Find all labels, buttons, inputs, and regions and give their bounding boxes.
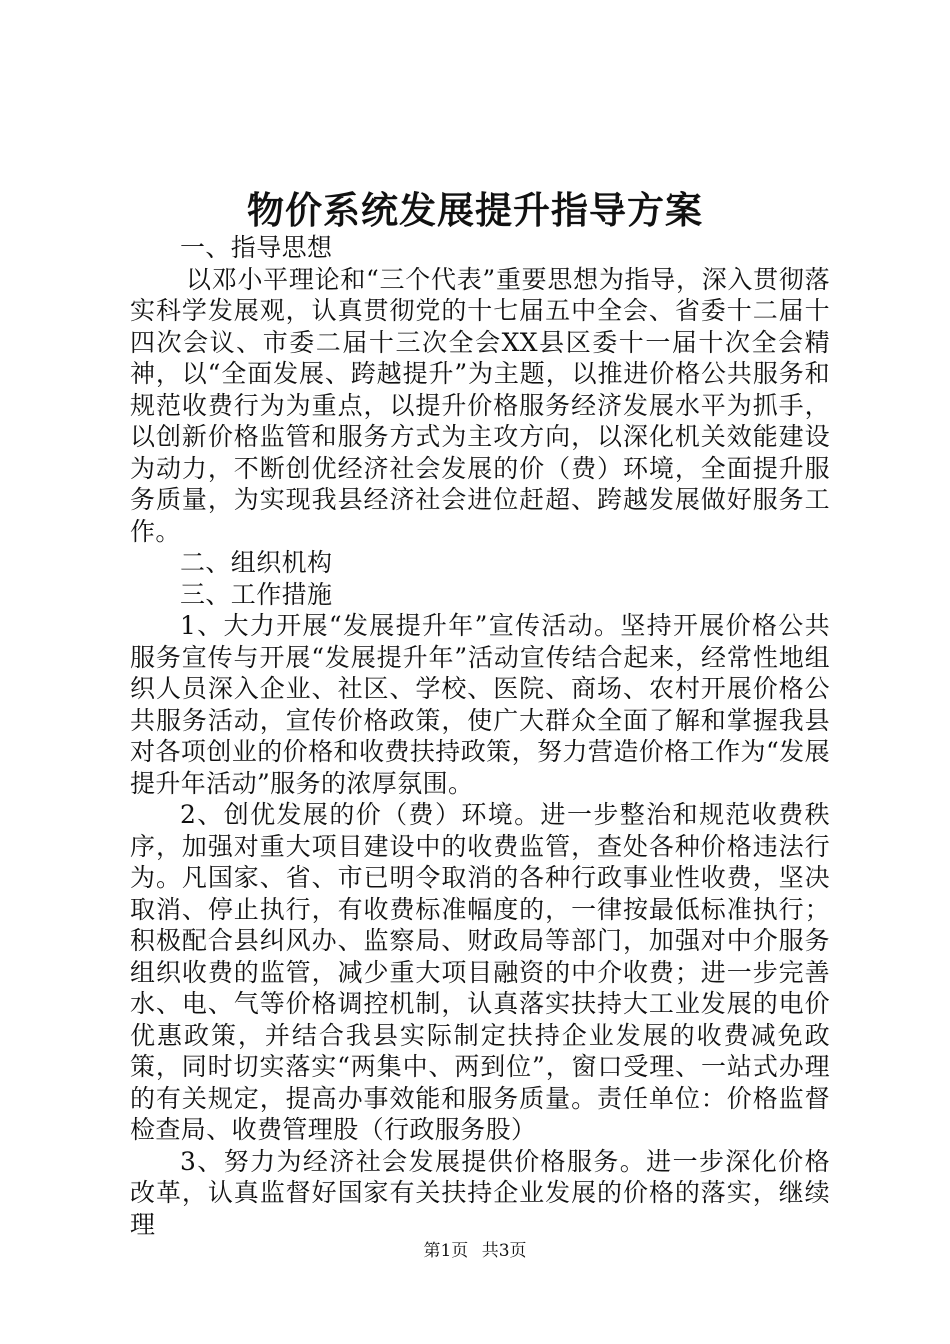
document-title: 物价系统发展提升指导方案 <box>247 188 703 232</box>
paragraph-measure-2: 2、创优发展的价（费）环境。进一步整治和规范收费秩序，加强对重大项目建设中的收费监管，查处各种价格违法行为。凡国家、省、市已明令取消的各种行政事业性收费，坚决取消、停止执行，有收费标准幅度的，一律按最低标准执行；积极配合县纠风办、监察局、财政局等部门，加强对中介服务组织收费的监管，减少重大项目融资的中介收费；进一步完善水、电、气等价格调控机制，认真落实扶持大工业发展的电价优惠政策，并结合我县实际制定扶持企业发展的收费减免政策，同时切实落实“两集中、两到位”，窗口受理、一站式办理的有关规定，提高办事效能和服务质量。责任单位：价格监督检查局、收费管理股（行政服务股） <box>130 800 830 1144</box>
page-footer <box>0 1240 950 1262</box>
paragraph-measure-3: 3、努力为经济社会发展提供价格服务。进一步深化价格改革，认真监督好国家有关扶持企业发展的价格的落实，继续理 <box>130 1146 830 1239</box>
section-heading-measures: 三、工作措施 <box>180 579 333 609</box>
section-heading-guiding-thought: 一、指导思想 <box>180 233 333 262</box>
paragraph-guiding-thought: 以邓小平理论和“三个代表”重要思想为指导，深入贯彻落实科学发展观，认真贯彻党的十七届五中全会、省委十二届十四次会议、市委二届十三次全会XX县区委十一届十次全会精神，以“全面发展、跨越提升”为主题，以推进价格公共服务和规范收费行为为重点，以提升价格服务经济发展水平为抓手，以创新价格监管和服务方式为主攻方向，以深化机关效能建设为动力，不断创优经济社会发展的价（费）环境，全面提升服务质量，为实现我县经济社会进位赶超、跨越发展做好服务工作。 <box>130 264 830 546</box>
page-number: 第1页 <box>423 1241 469 1261</box>
page-total: 共3页 <box>481 1241 527 1261</box>
paragraph-measure-1: 1、大力开展“发展提升年”宣传活动。坚持开展价格公共服务宣传与开展“发展提升年”活动宣传结合起来，经常性地组织人员深入企业、社区、学校、医院、商场、农村开展价格公共服务活动，宣传价格政策，使广大群众全面了解和掌握我县对各项创业的价格和收费扶持政策，努力营造价格工作为“发展提升年活动”服务的浓厚氛围。 <box>130 611 830 798</box>
section-heading-organization: 二、组织机构 <box>180 548 333 577</box>
document-body <box>130 232 830 1240</box>
